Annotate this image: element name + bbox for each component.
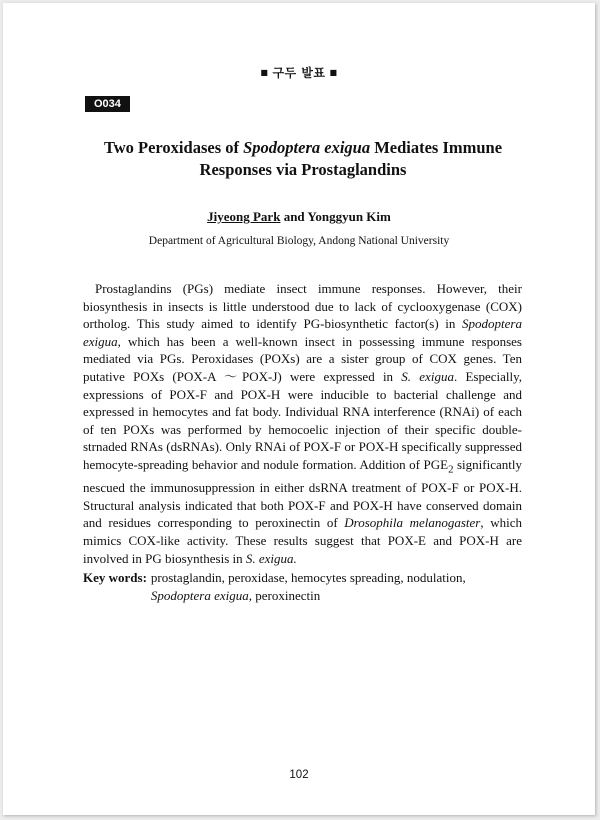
title-text: Responses via Prostaglandins: [199, 160, 407, 179]
title-text: Two Peroxidases of: [103, 138, 244, 157]
section-label: 구두 발표: [272, 66, 326, 80]
bullet-icon: ■: [260, 68, 269, 77]
page: [3, 3, 595, 815]
abstract-species: Spodoptera exigua: [83, 316, 522, 349]
abstract-id-badge: O034: [85, 96, 130, 112]
keywords-list: [151, 569, 522, 604]
keywords-text: prostaglandin, peroxidase, hemocytes spreading, nodulation,: [150, 570, 466, 585]
keywords-text: peroxinectin: [252, 587, 321, 603]
keywords: [83, 569, 522, 604]
abstract-body: [83, 280, 522, 567]
title-species: Spodoptera exigua: [243, 138, 371, 157]
keywords-species: Spodoptera exigua,: [150, 587, 253, 603]
abstract-species: S. exigua.: [245, 550, 297, 566]
authors: [3, 209, 595, 225]
abstract-text: Prostaglandins (PGs) mediate insect immune responses. However, their biosynthesis in insects is little understood due to lack of cyclooxygenase (COX) ortholog. This study aimed to identify PG-biosynthetic factor(s) in: [83, 281, 522, 332]
abstract-species: Drosophila melanogaster: [344, 515, 481, 531]
abstract-text: . Especially, expressions of POX-F and POX-H were inducible to bacterial challenge and expressed in hemocytes and fat body. Individual RNA interference (RNAi) of each of ten POXs was performed by hemocoelic injection of their specific double-strnaded RNAs (dsRNAs). Only RNAi of POX-F or POX-H specifically suppressed hemocyte-spreading behavior and nodule formation. Addition of PGE: [83, 368, 522, 472]
abstract-text: significantly nescued the immunosuppression in either dsRNA treatment of POX-F or POX-H. Structural analysis indicated that both POX-F and POX-H have conserved domain and residues corresponding to peroxinectin of: [83, 456, 522, 531]
abstract-text: , which has been a well-known insect in possessing immune responses mediated via PGs. Peroxidases (POXs) are a sister group of COX genes. Ten putative POXs (POX-A ～POX-J) were expressed in: [83, 333, 522, 384]
bullet-icon: ■: [329, 68, 338, 77]
page-number: 102: [289, 769, 309, 781]
abstract-text: , which mimics COX-like activity. These results suggest that POX-E and POX-H are involved in PG biosynthesis in: [83, 515, 522, 566]
affiliation: Department of Agricultural Biology, Andong National University: [148, 235, 450, 247]
subscript: 2: [448, 463, 454, 476]
keywords-label: Key words:: [83, 570, 147, 585]
title-text: Mediates Immune: [370, 138, 503, 157]
paper-title: [83, 137, 523, 181]
co-authors: and Yonggyun Kim: [280, 209, 391, 224]
abstract-species: S. exigua: [401, 368, 454, 384]
section-header: [3, 64, 595, 81]
presenting-author: Jiyeong Park: [207, 209, 281, 224]
